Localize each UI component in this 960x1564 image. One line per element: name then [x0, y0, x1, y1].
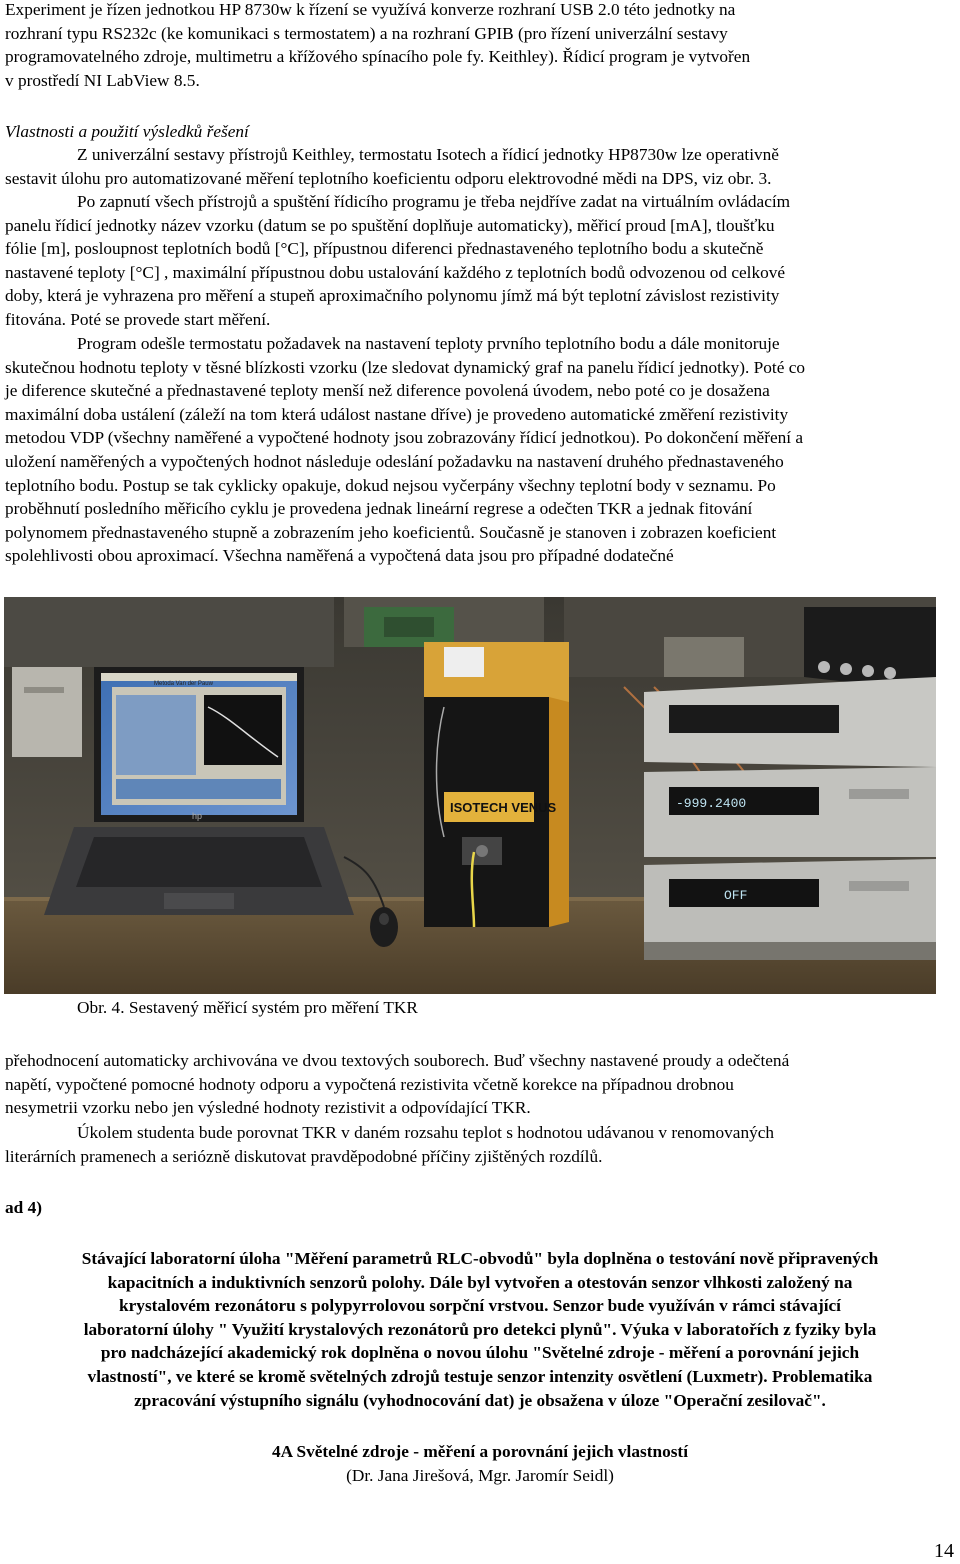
meter2-reading: OFF — [724, 888, 748, 903]
paragraph-4 — [5, 1049, 955, 1120]
section-heading: Vlastnosti a použití výsledků řešení — [5, 122, 249, 141]
laptop-brand-logo: hp — [192, 811, 203, 821]
paragraph-2 — [5, 190, 955, 332]
task-title: 4A Světelné zdroje - měření a porovnání jejich vlastností — [272, 1442, 688, 1461]
text-line: uložení naměřených a vypočtených hodnot následuje odeslání požadavku na nastavení druhého přednastaveného — [5, 451, 784, 471]
text-line: programovatelného zdroje, multimetru a křížového spínacího pole fy. Keithley). Řídicí program je vytvořen — [5, 47, 751, 67]
thermostat-label: ISOTECH VENUS — [450, 800, 557, 815]
text-line: zpracování výstupního signálu (vyhodnocování dat) je obsažena v úloze "Operační zesilovač". — [134, 1390, 826, 1410]
paragraph-3 — [5, 332, 955, 568]
text-line: přehodnocení automaticky archivována ve dvou textových souborech. Buď všechny nastavené proudy a odečtená — [5, 1051, 790, 1070]
text-line: laboratorní úlohy " Využití krystalových rezonátorů pro detekci plynů". Výuka v laboratořích z fyziky byla — [83, 1319, 877, 1339]
page-number: 14 — [934, 1540, 954, 1562]
setup-photo — [4, 597, 936, 994]
text-line: nesymetrii vzorku nebo jen výsledné hodnoty rezistivit a odpovídající TKR. — [5, 1098, 531, 1118]
paragraph-5 — [5, 1121, 955, 1168]
text-line: krystalovém rezonátoru s polypyrrolovou sorpční vrstvou. Senzor bude využíván v rámci stávající — [119, 1296, 841, 1316]
text-line: sestavit úlohu pro automatizované měření teplotního koeficientu odporu elektrovodné mědi na DPS, viz obr. 3. — [5, 168, 772, 188]
intro-paragraph — [5, 0, 955, 92]
text-line: polynomem přednastaveného stupně a zobrazením jeho koeficientů. Současně je stanoven i zobrazen koeficient — [5, 522, 777, 542]
laptop-screen-title: Metoda Van der Pauw — [154, 681, 213, 687]
text-line: Experiment je řízen jednotkou HP 8730w k řízení se využívá konverze rozhraní USB 2.0 této jednotky na — [5, 0, 736, 19]
text-line: pro nadcházející akademický rok doplněna o novou úlohu "Světelné zdroje - měření a porovnání jejich — [100, 1343, 860, 1363]
meter1-reading: -999.2400 — [676, 796, 747, 811]
text-line: napětí, vypočtené pomocné hodnoty odporu a vypočtená rezistivita včetně korekce na případnou drobnou — [5, 1074, 734, 1094]
paragraph-1 — [5, 143, 955, 190]
task-authors: (Dr. Jana Jirešová, Mgr. Jaromír Seidl) — [346, 1466, 614, 1485]
ad4-label: ad 4) — [5, 1198, 42, 1217]
text-line: rozhraní typu RS232c (ke komunikaci s termostatem) a na rozhraní GPIB (pro řízení univerzální sestavy — [5, 23, 728, 43]
text-line: v prostředí NI LabView 8.5. — [5, 70, 200, 90]
text-line: literárních pramenech a seriózně diskutovat pravděpodobné příčiny zjištěných rozdílů. — [5, 1146, 603, 1166]
text-line: kapacitních a induktivních senzorů polohy. Dále byl vytvořen a otestován senzor vlhkosti založený na — [107, 1272, 853, 1292]
text-line: Z univerzální sestavy přístrojů Keithley, termostatu Isotech a řídicí jednotky HP8730w lze operativně — [77, 145, 779, 164]
text-line: nastavené teploty [°C] , maximální přípustnou dobu ustalování každého z teplotních bodů odvozenou od celkové — [5, 262, 786, 282]
bold-paragraph — [5, 1247, 955, 1412]
text-line: fólie [m], posloupnost teplotních bodů [°C], přípustnou diferenci přednastaveného teplotního bodu a skutečně — [5, 239, 764, 259]
text-line: proběhnutí posledního měřicího cyklu je provedena jednak lineární regrese a odečten TKR a jednak fitování — [5, 499, 753, 519]
text-line: fitována. Poté se provede start měření. — [5, 309, 271, 329]
setup-photo-drawing — [4, 597, 936, 994]
text-line: je diference skutečné a přednastavené teploty menší než diference povolená úvodem, nebo poté co je dosažena — [5, 381, 770, 401]
text-line: metodou VDP (všechny naměřené a vypočtené hodnoty jsou zobrazovány řídicí jednotkou). Po dokončení měření a — [5, 428, 804, 448]
text-line: skutečnou hodnotu teploty v těsné blízkosti vzorku (lze sledovat dynamický graf na panelu řídicí jednotky). Poté co — [5, 357, 806, 377]
text-line: teplotního bodu. Postup se tak cyklicky opakuje, dokud nejsou vyčerpány všechny teplotní body v seznamu. Po — [5, 475, 776, 495]
text-line: vlastností", ve které se kromě světelných zdrojů testuje senzor intenzity osvětlení (Luxmetr). Problematika — [87, 1366, 873, 1386]
text-line: maximální doba ustálení (záleží na tom která událost nastane dříve) je provedeno automatické změření rezistivity — [5, 404, 789, 424]
text-line: Program odešle termostatu požadavek na nastavení teploty prvního teplotního bodu a dále monitoruje — [77, 334, 780, 353]
text-line: Po zapnutí všech přístrojů a spuštění řídicího programu je třeba nejdříve zadat na virtuálním ovládacím — [77, 192, 791, 211]
figure-caption: Obr. 4. Sestavený měřicí systém pro měření TKR — [77, 998, 418, 1017]
text-line: Úkolem studenta bude porovnat TKR v daném rozsahu teplot s hodnotou udávanou v renomovaných — [77, 1123, 775, 1142]
text-line: spolehlivosti obou aproximací. Všechna naměřená a vypočtená data jsou pro případné dodatečné — [5, 546, 674, 566]
text-line: doby, která je vyhrazena pro měření a stupeň aproximačního polynomu jímž má být teplotní závislost rezistivity — [5, 286, 780, 306]
text-line: panelu řídicí jednotky název vzorku (datum se po spuštění doplňuje automaticky), měřicí proud [mA], tloušťku — [5, 215, 775, 235]
text-line: Stávající laboratorní úloha "Měření parametrů RLC-obvodů" byla doplněna o testování nově připravených — [81, 1249, 879, 1268]
